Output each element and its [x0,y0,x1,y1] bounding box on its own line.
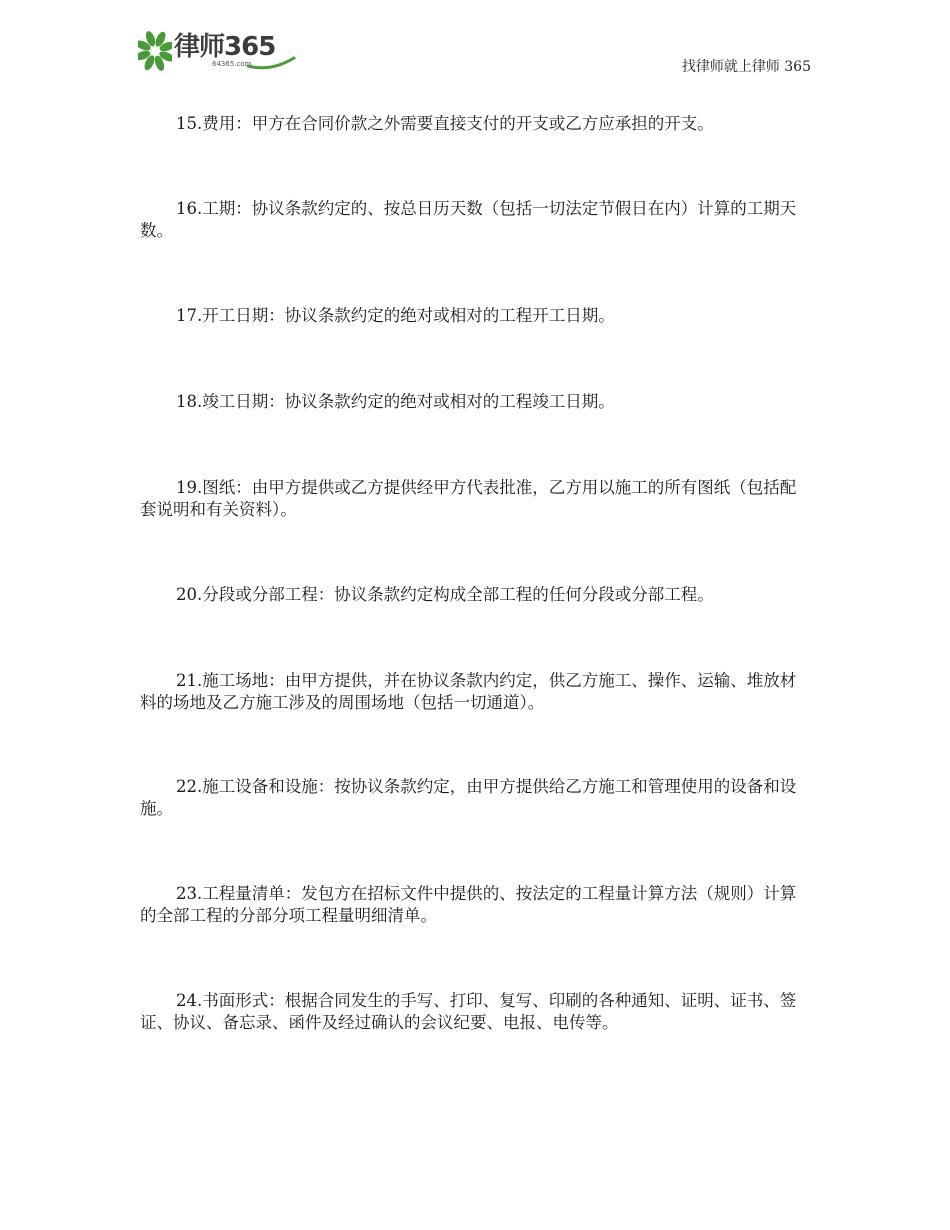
clause-21: 21.施工场地：由甲方提供，并在协议条款内约定，供乙方施工、操作、运输、堆放材料的场地及乙方施工涉及的周围场地（包括一切通道）。 [140,671,797,712]
clause-18: 18.竣工日期：协议条款约定的绝对或相对的工程竣工日期。 [176,392,615,411]
clause-15: 15.费用：甲方在合同价款之外需要直接支付的开支或乙方应承担的开支。 [176,114,714,133]
leaf-logo-icon [138,30,172,72]
swoosh-icon [246,56,296,70]
clause-16: 16.工期：协议条款约定的、按总日历天数（包括一切法定节假日在内）计算的工期天数。 [140,199,797,240]
clause-24: 24.书面形式：根据合同发生的手写、打印、复写、印刷的各种通知、证明、证书、签证、协议、备忘录、函件及经过确认的会议纪要、电报、电传等。 [140,991,797,1032]
logo-domain: 64365.com [212,60,252,68]
clause-19: 19.图纸：由甲方提供或乙方提供经甲方代表批准，乙方用以施工的所有图纸（包括配套说明和有关资料）。 [140,478,797,519]
clause-22: 22.施工设备和设施：按协议条款约定，由甲方提供给乙方施工和管理使用的设备和设施。 [140,777,797,818]
site-logo[interactable] [138,30,298,72]
clause-17: 17.开工日期：协议条款约定的绝对或相对的工程开工日期。 [176,306,615,325]
clause-23: 23.工程量清单：发包方在招标文件中提供的、按法定的工程量计算方法（规则）计算的全部工程的分部分项工程量明细清单。 [140,884,797,925]
logo-wordmark: 律师365 [174,32,276,62]
clause-20: 20.分段或分部工程：协议条款约定构成全部工程的任何分段或分部工程。 [176,585,714,604]
header-tagline: 找律师就上律师 365 [681,59,811,75]
